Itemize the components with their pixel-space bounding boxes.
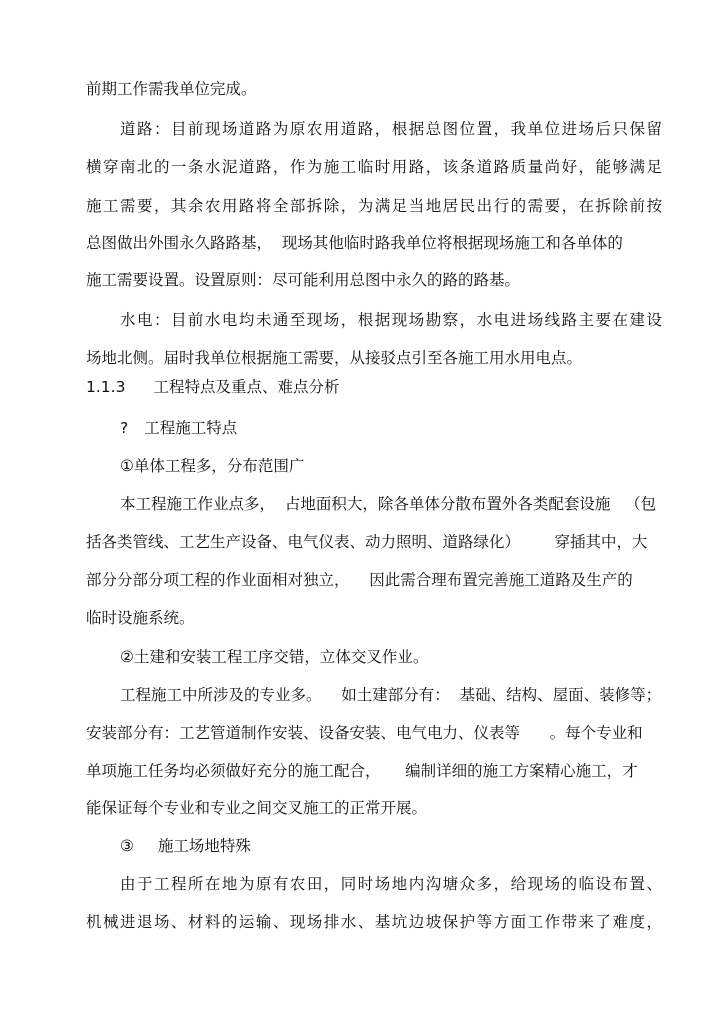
item-title: 施工场地特殊 [157, 837, 251, 855]
list-item-heading: ②土建和安装工程工序交错，立体交叉作业。 [120, 648, 429, 666]
paragraph-line: 单项施工任务均必须做好充分的施工配合， 编制详细的施工方案精心施工，才 [86, 762, 638, 780]
paragraph-line: 施工需要设置。设置原则：尽可能利用总图中永久的路的路基。 [86, 271, 521, 289]
paragraph-line: 横穿南北的一条水泥道路，作为施工临时用路，该条道路质量尚好，能够满足 [86, 158, 662, 176]
paragraph-line: 施工需要，其余农用路将全部拆除，为满足当地居民出行的需要，在拆除前按 [86, 197, 662, 215]
subheading-title: 工程施工特点 [144, 419, 238, 437]
item-marker: ③ [120, 837, 134, 855]
paragraph-line: 本工程施工作业点多， 占地面积大，除各单体分散布置外各类配套设施 （包 [120, 495, 657, 513]
paragraph-line: 工程施工中所涉及的专业多。 如土建部分有： 基础、结构、屋面、装修等； [120, 686, 662, 704]
paragraph-line: 安装部分有：工艺管道制作安装、设备安装、电气电力、仪表等 。每个专业和 [86, 724, 643, 742]
paragraph-line: 括各类管线、工艺生产设备、电气仪表、动力照明、道路绿化） 穿插其中，大 [86, 533, 648, 551]
section-heading [86, 377, 662, 397]
paragraph-line: 部分分部分项工程的作业面相对独立， 因此需合理布置完善施工道路及生产的 [86, 571, 633, 589]
paragraph-line: 临时设施系统。 [86, 609, 195, 627]
paragraph-line: 道路：目前现场道路为原农用道路，根据总图位置，我单位进场后只保留 [120, 120, 662, 138]
section-title: 工程特点及重点、难点分析 [153, 378, 340, 396]
paragraph-line: 能保证每个专业和专业之间交叉施工的正常开展。 [86, 799, 428, 817]
paragraph-line: 总图做出外围永久路路基， 现场其他临时路我单位将根据现场施工和各单体的 [86, 234, 623, 252]
paragraph-line: 机械进退场、材料的运输、现场排水、基坑边坡保护等方面工作带来了难度， [86, 913, 662, 931]
paragraph-line: 由于工程所在地为原有农田，同时场地内沟塘众多，给现场的临设布置、 [120, 875, 662, 893]
list-item-heading [120, 836, 662, 856]
section-number: 1.1.3 [86, 378, 126, 396]
list-item-heading: ①单体工程多，分布范围广 [120, 457, 305, 475]
paragraph-line: 场地北侧。届时我单位根据施工需要，从接驳点引至各施工用水用电点。 [86, 349, 583, 367]
paragraph-line: 水电：目前水电均未通至现场，根据现场勘察，水电进场线路主要在建设 [120, 311, 662, 329]
subheading-marker: ? [120, 419, 129, 437]
subheading [120, 418, 662, 438]
paragraph-line: 前期工作需我单位完成。 [86, 80, 257, 98]
